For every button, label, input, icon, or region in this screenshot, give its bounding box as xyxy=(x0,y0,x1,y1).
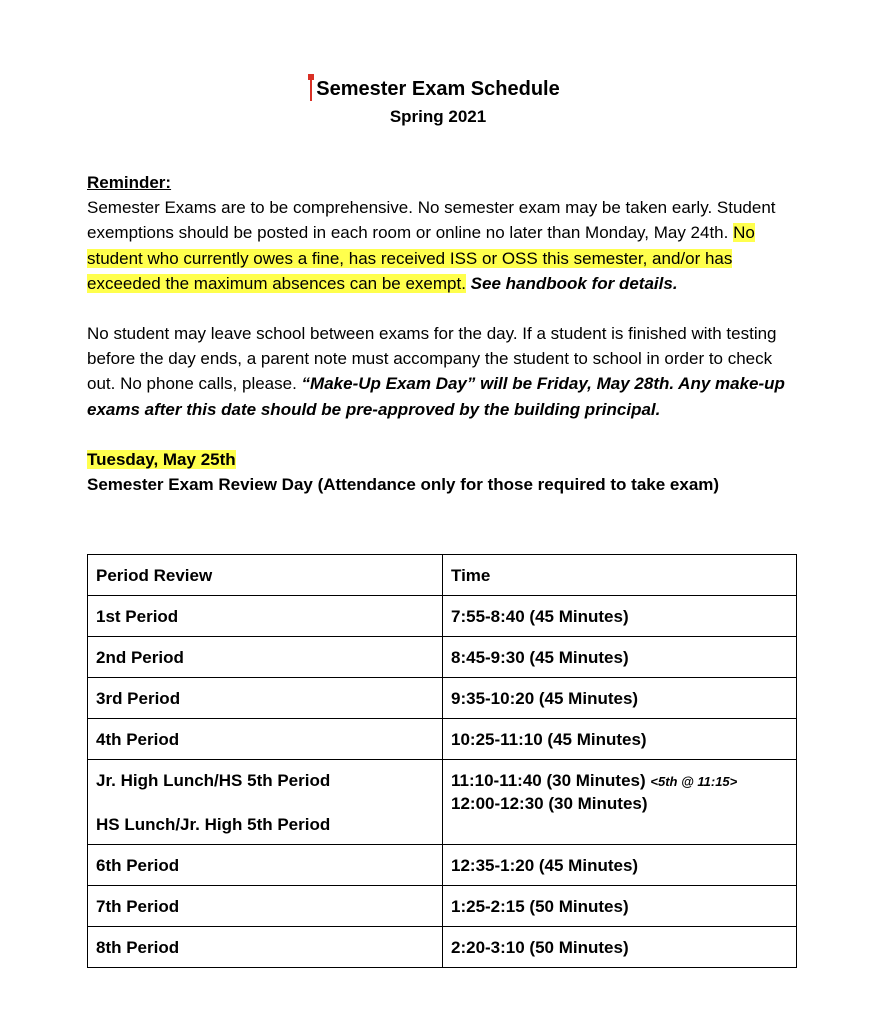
text-cursor-icon xyxy=(310,75,312,101)
period-cell: 2nd Period xyxy=(88,637,443,678)
column-header-time: Time xyxy=(443,555,797,596)
period-label-second: HS Lunch/Jr. High 5th Period xyxy=(96,815,331,834)
document-title xyxy=(316,74,559,104)
table-row xyxy=(88,886,797,927)
period-cell: 8th Period xyxy=(88,927,443,968)
table-row xyxy=(88,596,797,637)
time-cell: 9:35-10:20 (45 Minutes) xyxy=(443,678,797,719)
reminder-highlight: No student who currently owes a fine, has received ISS or OSS this semester, and/or has exceeded the maximum absences can be exempt. xyxy=(87,223,755,293)
period-label-first: Jr. High Lunch/HS 5th Period xyxy=(96,771,331,790)
period-cell: 4th Period xyxy=(88,719,443,760)
time-first xyxy=(451,770,788,793)
reminder-paragraph xyxy=(87,195,797,296)
document-subtitle: Spring 2021 xyxy=(389,107,487,126)
table-row xyxy=(88,637,797,678)
time-cell: 1:25-2:15 (50 Minutes) xyxy=(443,886,797,927)
period-cell xyxy=(88,760,443,845)
day-description: Semester Exam Review Day (Attendance only for those required to take exam) xyxy=(87,474,720,494)
policy-paragraph xyxy=(87,321,797,422)
policy-text: No student may leave school between exams for the day. If a student is finished with testing before the day ends, a parent note must accompany the student to school in order to check out. No phone calls, please. xyxy=(87,324,777,394)
time-cell: 2:20-3:10 (50 Minutes) xyxy=(443,927,797,968)
table-row xyxy=(88,678,797,719)
table-row xyxy=(88,845,797,886)
policy-emphasis: “Make-Up Exam Day” will be Friday, May 28th. Any make-up exams after this date should be pre-approved by the building principal. xyxy=(87,374,785,419)
reminder-text: Semester Exams are to be comprehensive. No semester exam may be taken early. Student exemptions should be posted in each room or online no later than Monday, May 24th. xyxy=(87,198,776,243)
time-cell: 7:55-8:40 (45 Minutes) xyxy=(443,596,797,637)
time-cell: 8:45-9:30 (45 Minutes) xyxy=(443,637,797,678)
document-page xyxy=(87,74,797,957)
period-cell: 7th Period xyxy=(88,886,443,927)
period-cell: 6th Period xyxy=(88,845,443,886)
table-row xyxy=(88,927,797,968)
table-row xyxy=(88,719,797,760)
period-cell: 3rd Period xyxy=(88,678,443,719)
table-header-row xyxy=(88,555,797,596)
day-heading xyxy=(87,447,797,472)
reminder-emphasis: See handbook for details. xyxy=(470,273,678,293)
time-second: 12:00-12:30 (30 Minutes) xyxy=(451,794,648,813)
time-note: <5th @ 11:15> xyxy=(650,774,738,789)
column-header-period: Period Review xyxy=(88,555,443,596)
document-title-text: Semester Exam Schedule xyxy=(316,78,560,100)
time-cell: 10:25-11:10 (45 Minutes) xyxy=(443,719,797,760)
time-cell: 12:35-1:20 (45 Minutes) xyxy=(443,845,797,886)
schedule-table xyxy=(87,554,797,968)
time-cell xyxy=(443,760,797,845)
reminder-heading: Reminder: xyxy=(87,173,172,192)
period-cell: 1st Period xyxy=(88,596,443,637)
table-row xyxy=(88,760,797,845)
time-first-text: 11:10-11:40 (30 Minutes) xyxy=(451,771,646,790)
day-heading-text: Tuesday, May 25th xyxy=(87,449,236,469)
title-block xyxy=(79,74,797,130)
